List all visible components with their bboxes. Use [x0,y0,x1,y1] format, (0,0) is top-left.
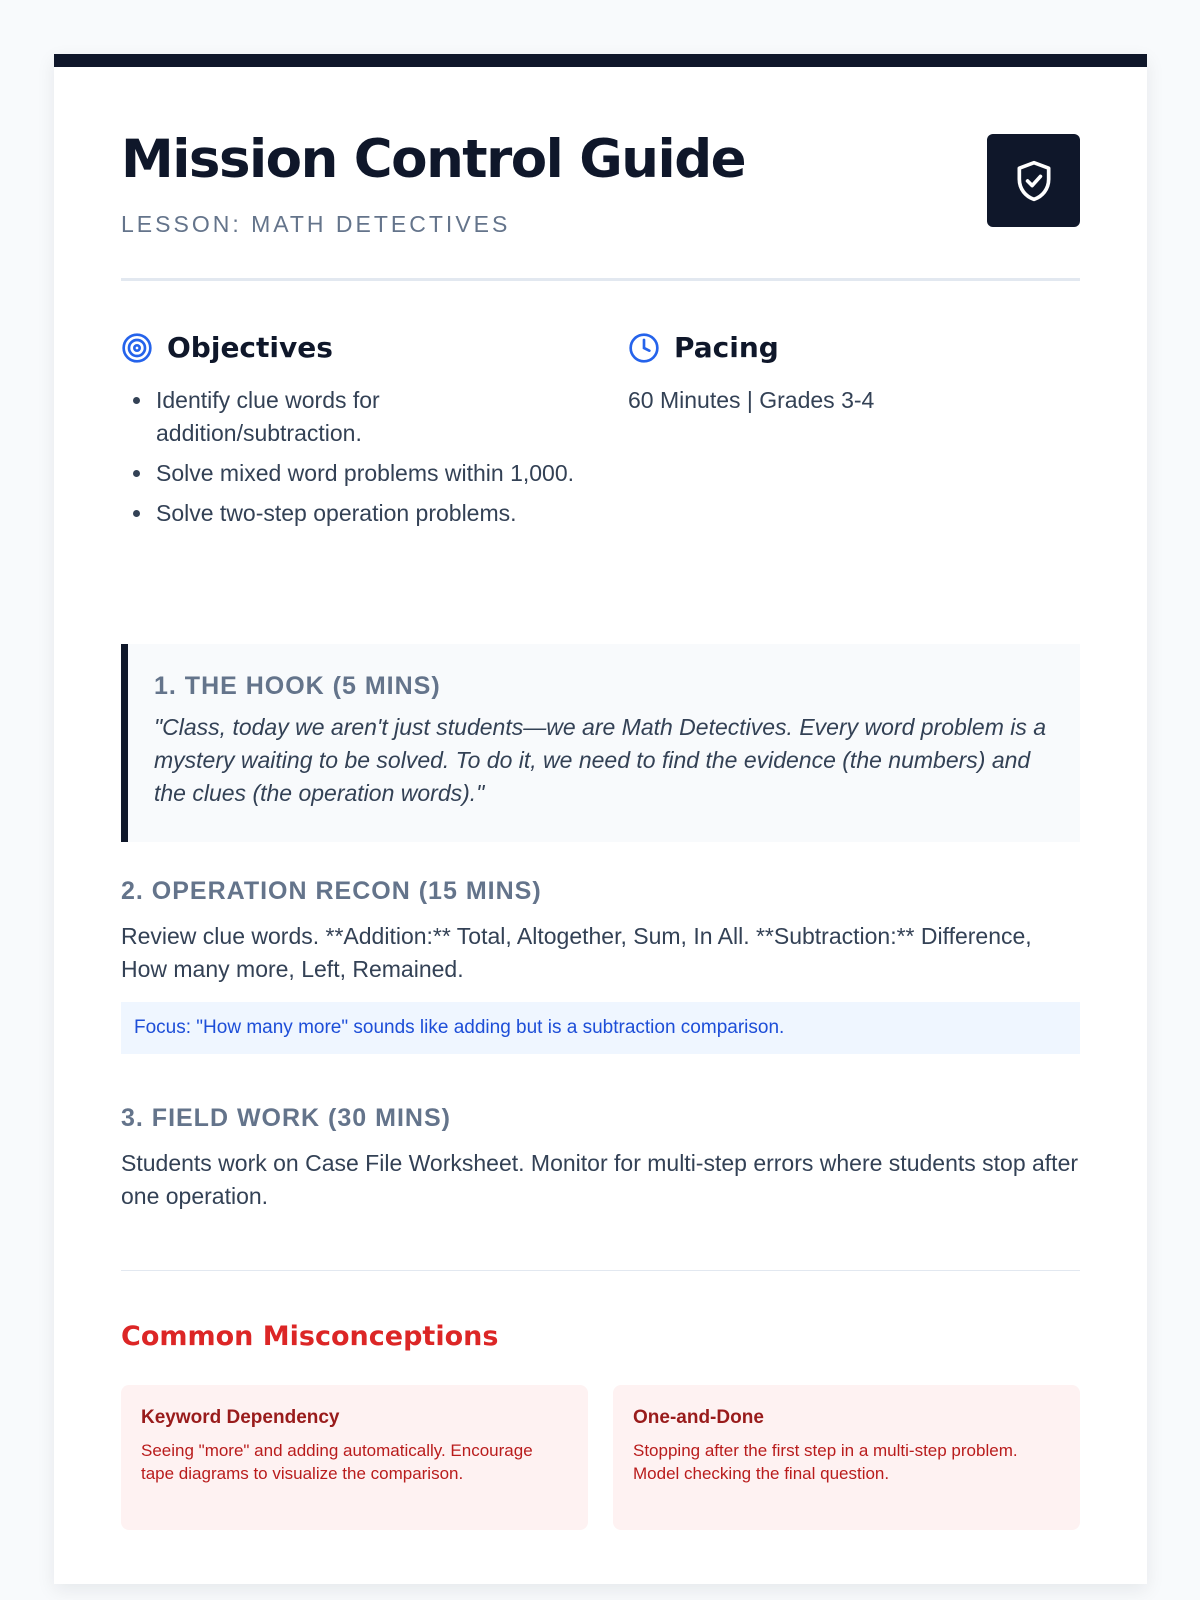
pacing-text: 60 Minutes | Grades 3-4 [628,387,875,413]
misconception-text: Stopping after the first step in a multi-step problem. Model checking the final question. [633,1441,1018,1483]
guide-header [121,67,1080,281]
recon-heading: 2. OPERATION RECON (15 MINS) [121,877,542,905]
list-item: • Solve two-step operation problems. [154,497,591,530]
hook-section [121,644,1080,842]
lesson-subtitle: LESSON: MATH DETECTIVES [121,211,511,237]
shield-badge [987,134,1080,227]
list-item: • Solve mixed word problems within 1,000. [154,457,591,490]
clock-icon [628,332,660,364]
list-item: • Identify clue words for addition/subtraction. [154,384,591,450]
misconception-text: Seeing "more" and adding automatically. Encourage tape diagrams to visualize the comparison. [141,1441,533,1483]
recon-section [121,877,1080,1054]
fieldwork-text: Students work on Case File Worksheet. Monitor for multi-step errors where students stop after one operation. [121,1150,1079,1209]
fieldwork-heading: 3. FIELD WORK (30 MINS) [121,1104,451,1132]
pacing-heading-label: Pacing [674,331,779,364]
section-divider [121,1270,1080,1271]
misconception-card [613,1385,1080,1530]
overview-columns [121,331,1080,591]
misconceptions-cards [121,1385,1080,1530]
shield-check-icon [1012,156,1056,206]
focus-callout: Focus: "How many more" sounds like adding but is a subtraction comparison. [121,1002,1080,1054]
guide-card [54,54,1147,1584]
misconception-card [121,1385,588,1530]
objectives-heading-label: Objectives [167,331,333,364]
pacing-section [628,331,1078,417]
misconceptions-heading: Common Misconceptions [121,1321,499,1352]
misconception-title: One-and-Done [633,1407,764,1428]
page-title: Mission Control Guide [121,129,746,190]
recon-text: Review clue words. **Addition:** Total, Altogether, Sum, In All. **Subtraction:** Difference, How many more, Left, Remained. [121,923,1032,982]
guide-content [121,67,1080,1483]
objectives-heading [121,331,591,364]
hook-heading: 1. THE HOOK (5 MINS) [154,672,441,700]
objectives-list [121,384,591,530]
target-icon [121,332,153,364]
hook-quote: "Class, today we aren't just students—we are Math Detectives. Every word problem is a mystery waiting to be solved. To do it, we need to find the evidence (the numbers) and the clues (the operation words)." [154,714,1047,806]
fieldwork-section [121,1104,1080,1213]
misconception-title: Keyword Dependency [141,1407,340,1428]
objectives-section [121,331,591,537]
pacing-heading [628,331,1078,364]
